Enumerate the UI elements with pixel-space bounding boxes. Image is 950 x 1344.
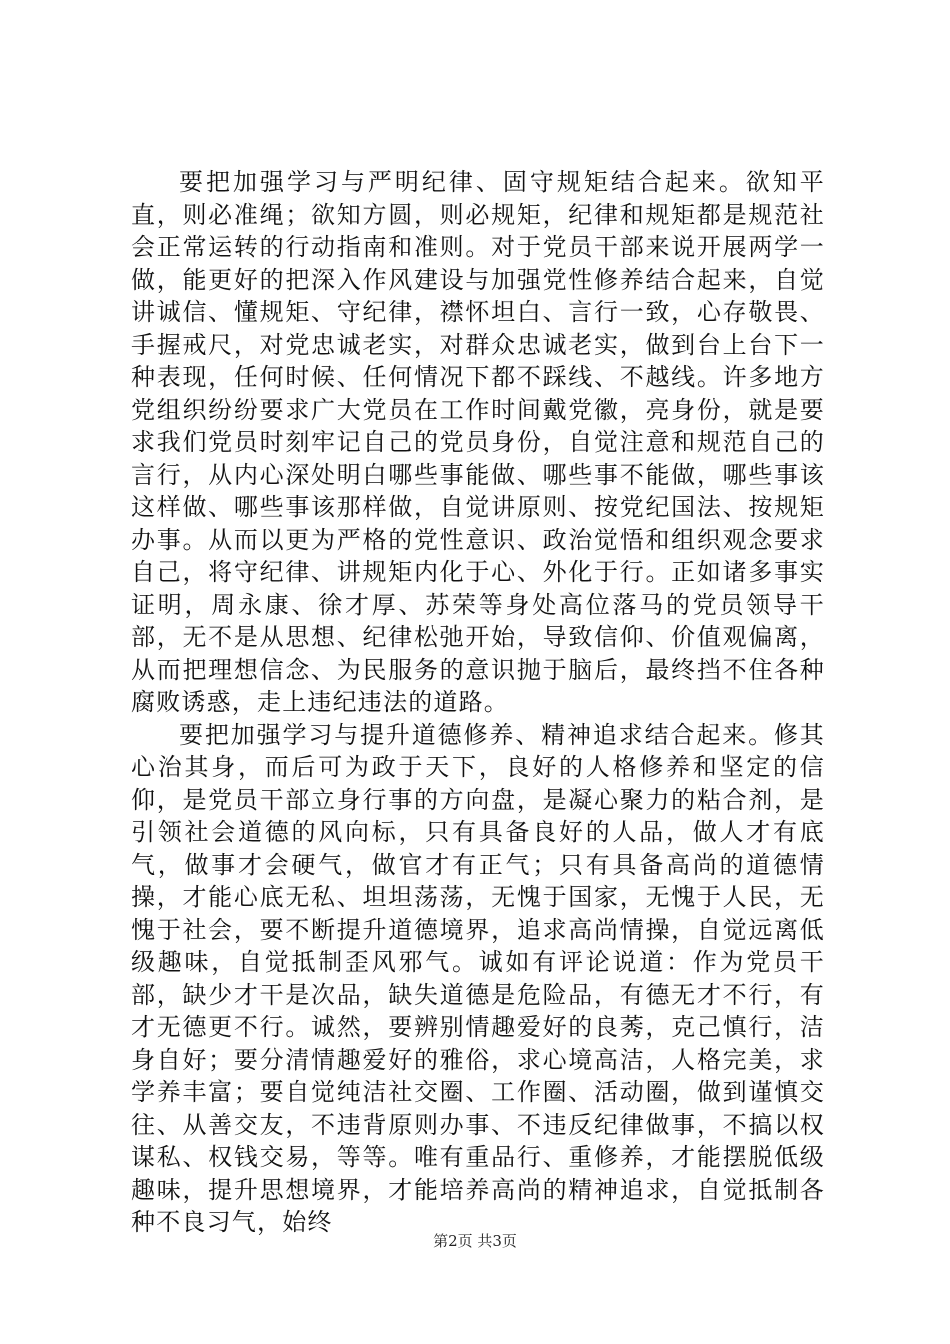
page-footer: 第2页 共3页 <box>433 1232 517 1250</box>
paragraph-2: 要把加强学习与提升道德修养、精神追求结合起来。修其心治其身，而后可为政于天下，良好的人格修养和坚定的信仰，是党员干部立身行事的方向盘，是凝心聚力的粘合剂，是引领社会道德的风向标，只有具备良好的人品，做人才有底气，做事才会硬气，做官才有正气；只有具备高尚的道德情操，才能心底无私、坦坦荡荡，无愧于国家，无愧于人民，无愧于社会，要不断提升道德境界，追求高尚情操，自觉远离低级趣味，自觉抵制歪风邪气。诚如有评论说道：作为党员干部，缺少才干是次品，缺失道德是危险品，有德无才不行，有才无德更不行。诚然，要辨别情趣爱好的良莠，克己慎行，洁身自好；要分清情趣爱好的雅俗，求心境高洁，人格完美，求学养丰富；要自觉纯洁社交圈、工作圈、活动圈，做到谨慎交往、从善交友，不违背原则办事、不违反纪律做事，不搞以权谋私、权钱交易，等等。唯有重品行、重修养，才能摆脱低级趣味，提升思想境界，才能培养高尚的精神追求，自觉抵制各种不良习气，始终 <box>131 720 825 1236</box>
paragraph-1: 要把加强学习与严明纪律、固守规矩结合起来。欲知平直，则必准绳；欲知方圆，则必规矩，纪律和规矩都是规范社会正常运转的行动指南和准则。对于党员干部来说开展两学一做，能更好的把深入作风建设与加强党性修养结合起来，自觉讲诚信、懂规矩、守纪律，襟怀坦白、言行一致，心存敬畏、手握戒尺，对党忠诚老实，对群众忠诚老实，做到台上台下一种表现，任何时候、任何情况下都不踩线、不越线。许多地方党组织纷纷要求广大党员在工作时间戴党徽，亮身份，就是要求我们党员时刻牢记自己的党员身份，自觉注意和规范自己的言行，从内心深处明白哪些事能做、哪些事不能做，哪些事该这样做、哪些事该那样做，自觉讲原则、按党纪国法、按规矩办事。从而以更为严格的党性意识、政治觉悟和组织观念要求自己，将守纪律、讲规矩内化于心、外化于行。正如诸多事实证明，周永康、徐才厚、苏荣等身处高位落马的党员领导干部，无不是从思想、纪律松弛开始，导致信仰、价值观偏离，从而把理想信念、为民服务的意识抛于脑后，最终挡不住各种腐败诱惑，走上违纪违法的道路。 <box>131 168 825 716</box>
document-body <box>131 166 825 1239</box>
